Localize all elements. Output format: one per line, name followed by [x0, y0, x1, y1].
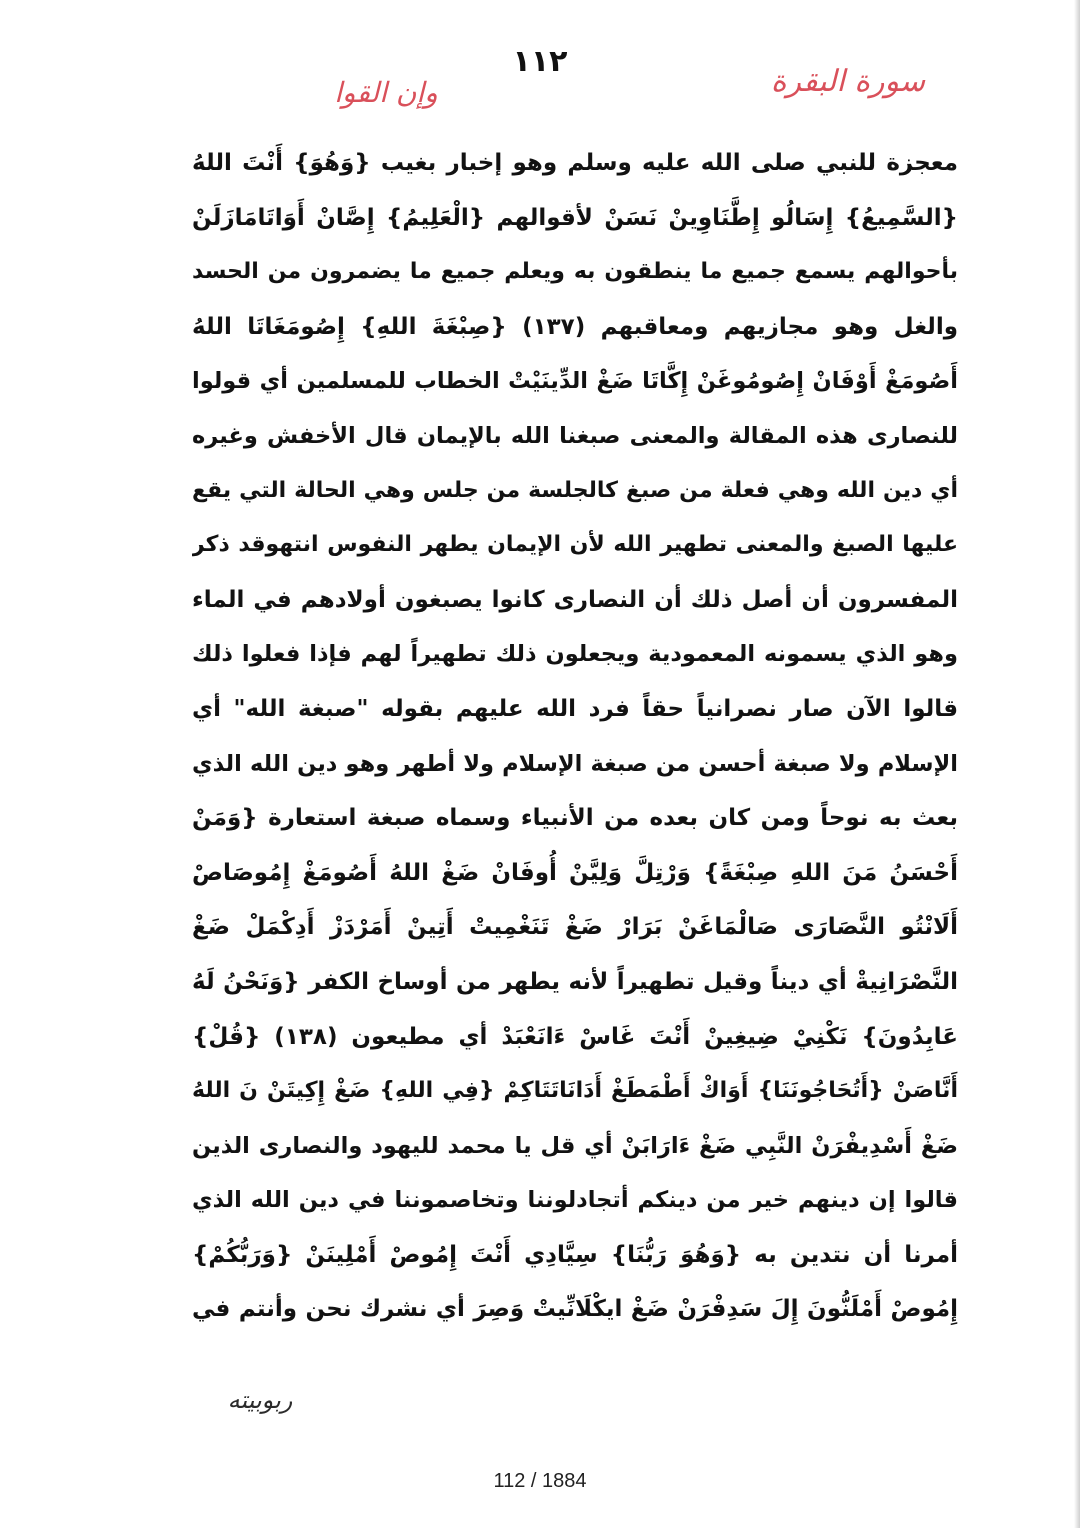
text-line: للنصارى هذه المقالة والمعنى صبغنا الله بالإيمان قال الأخفش وغيره [192, 422, 958, 449]
text-line: أَلَانْتُو النَّصَارَى صَالْمَاغَنْ بَرَارْ ضَغْ تَنَغْمِيتْ أَتِينْ أَمَرْدَزْ أَدِكْمَلْ ضَغْ [192, 914, 958, 941]
verse-ref-note: وإن القوا [334, 76, 438, 109]
page-counter: 112 / 1884 [493, 1470, 587, 1492]
text-line: أَصُومَغْ أَوْفَانْ إِصُومُوغَنْ إِكَّاتَا ضَغْ الدِّينَيْتْ الخطاب للمسلمين أي قولوا [192, 368, 958, 395]
text-line: وهو الذي يسمونه المعمودية ويجعلون ذلك تطهيراً لهم فإذا فعلوا ذلك [192, 641, 958, 668]
text-line: بعث به نوحاً ومن كان بعده من الأنبياء وسماه صبغة استعارة {وَمَنْ [192, 805, 958, 832]
surah-name-note: سورة البقرة [770, 64, 926, 99]
page-edge-shadow [1074, 0, 1080, 1528]
text-line: المفسرون أن أصل ذلك أن النصارى كانوا يصبغون أولادهم في الماء [192, 586, 958, 613]
text-line: والغل وهو مجازيهم ومعاقبهم (١٣٧) {صِبْغَةَ اللهِ} إِصُومَغَاتَا اللهُ [192, 313, 958, 340]
text-line: أي دين الله وهي فعلة من صبغ كالجلسة من جلس وهي الحالة التي يقع [192, 477, 958, 503]
text-line: ضَغْ أَسْدِيفْرَنْ النَّبِي ضَغْ ءَارَابَنْ أي قل يا محمد لليهود والنصارى الذين [192, 1132, 958, 1159]
text-line: معجزة للنبي صلى الله عليه وسلم وهو إخبار بغيب {وَهُوَ} أَنْتَ اللهُ [192, 150, 958, 176]
text-line: بأحوالهم يسمع جميع ما ينطقون به ويعلم جميع ما يضمرون من الحسد [192, 259, 958, 285]
text-line: أمرنا أن نتدين به {وَهُوَ رَبُّنَا} سِيَّادِي أَنْتَ إِمُوصْ أَمْلِينَنْ {وَرَبُّكُمْ} [192, 1241, 958, 1268]
handwritten-footnote: ربوبيته [227, 1386, 293, 1414]
text-line: أَنَّاصَنْ {أَتُحَاجُونَنَا} أَوَاكْ أَطْمَطَغْ أَدَانَاتَتَاكِمْ {فِي اللهِ} ضَغْ إِكِيتَنْ نَ اللهُ [192, 1078, 958, 1104]
text-line: {السَّمِيعُ} إِسَالُو إِطَّنَاوِينْ نَسَنْ لأقوالهم {الْعَلِيمُ} إِصَّانْ أَوَاتَامَازَلَنْ [192, 204, 958, 231]
page-number: ١١٢ [512, 44, 568, 79]
text-line: أَحْسَنُ مَنَ اللهِ صِبْغَةً} وَرْتِلَّ وَلِيَّنْ أُوفَانْ ضَغْ اللهُ أَصُومَغْ إِمُوصَاصْ [192, 859, 958, 886]
text-line: قالوا إن دينهم خير من دينكم أتجادلوننا وتخاصموننا في دين الله الذي [192, 1187, 958, 1214]
text-line: قالوا الآن صار نصرانياً حقاً فرد الله عليهم بقوله "صبغة الله" أي [192, 695, 958, 722]
text-line: إِمُوصْ أَمْلَنُّونَ إِلَ سَدِفْرَنْ ضَغْ ايكْلَانِّيتْ وَصِرَ أي نشرك نحن وأنتم في [192, 1296, 958, 1323]
body-text [192, 136, 958, 1337]
text-line: الإسلام ولا صبغة أحسن من صبغة الإسلام ولا أطهر وهو دين الله الذي [192, 750, 958, 777]
text-line: النَّصْرَانِيةْ أي ديناً وقيل تطهيراً لأنه يطهر من أوساخ الكفر {وَنَحْنُ لَهُ [192, 968, 958, 995]
text-line: عَابِدُونَ} نَكْنِيْ ضِيغِينْ أَنْتَ غَاسْ ءَانَعْبَدْ أي مطيعون (١٣٨) {قُلْ} [192, 1023, 958, 1050]
text-line: عليها الصبغ والمعنى تطهير الله لأن الإيمان يطهر النفوس انتهوقد ذكر [192, 532, 958, 558]
